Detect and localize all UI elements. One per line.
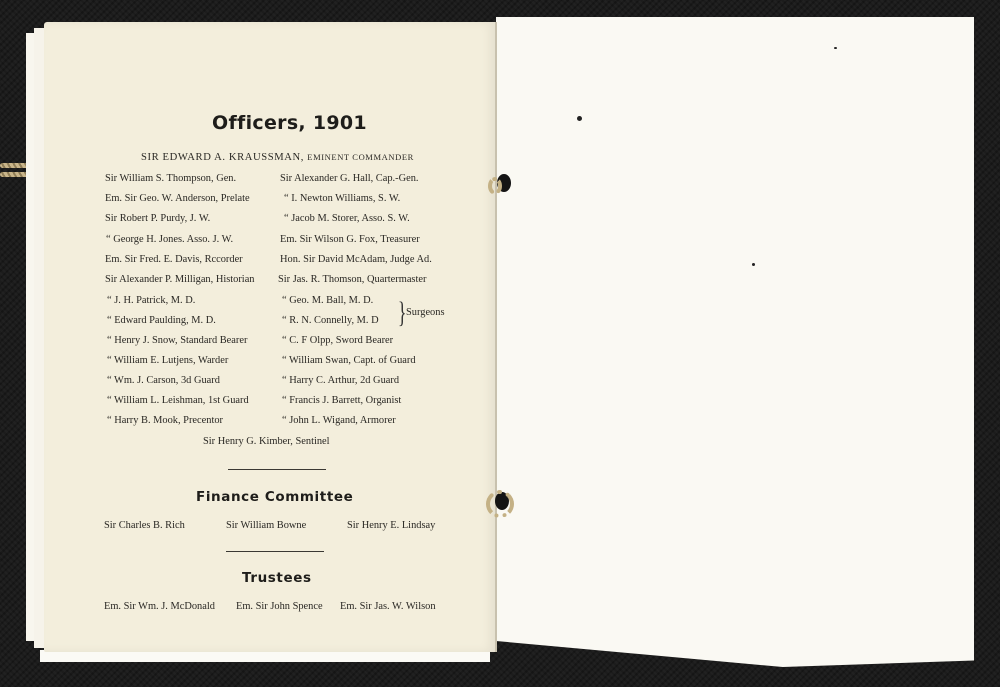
page-title: Officers, 1901 <box>212 112 367 134</box>
officer-right: Em. Sir Wilson G. Fox, Treasurer <box>280 234 420 245</box>
officer-left: Sir Alexander P. Milligan, Historian <box>105 274 255 285</box>
officer-left: “ George H. Jones. Asso. J. W. <box>106 234 234 245</box>
binding-knot-icon <box>486 490 514 518</box>
trustees-heading: Trustees <box>242 570 312 586</box>
surgeons-label: Surgeons <box>406 307 445 318</box>
officer-left: “ J. H. Patrick, M. D. <box>107 295 196 306</box>
finance-committee-heading: Finance Committee <box>196 489 354 505</box>
officer-right: Hon. Sir David McAdam, Judge Ad. <box>280 254 432 265</box>
divider <box>228 469 326 470</box>
officer-left: “ William E. Lutjens, Warder <box>107 355 229 366</box>
finance-member: Sir Charles B. Rich <box>104 520 185 531</box>
ink-speck <box>752 263 755 266</box>
officer-right: “ John L. Wigand, Armorer <box>282 415 396 426</box>
spine-fold <box>495 22 497 652</box>
right-page-blank <box>496 17 974 667</box>
commander-title: EMINENT COMMANDER <box>307 152 414 162</box>
officer-right: Sir Jas. R. Thomson, Quartermaster <box>278 274 427 285</box>
officer-left: Sir Robert P. Purdy, J. W. <box>105 213 211 224</box>
officer-left: “ Henry J. Snow, Standard Bearer <box>107 335 248 346</box>
divider <box>226 551 324 552</box>
finance-member: Sir Henry E. Lindsay <box>347 520 436 531</box>
officer-left: Em. Sir Geo. W. Anderson, Prelate <box>105 193 250 204</box>
officer-right: Sir Alexander G. Hall, Cap.-Gen. <box>280 173 419 184</box>
officer-right: “ R. N. Connelly, M. D <box>282 315 379 326</box>
ink-speck <box>577 116 582 121</box>
binding-knot-icon <box>488 177 502 195</box>
officer-right: “ William Swan, Capt. of Guard <box>282 355 416 366</box>
officer-right: “ Jacob M. Storer, Asso. S. W. <box>284 213 410 224</box>
brace-icon: } <box>397 296 407 329</box>
trustee-member: Em. Sir John Spence <box>236 601 323 612</box>
officer-left: “ Wm. J. Carson, 3d Guard <box>107 375 220 386</box>
officer-left: “ William L. Leishman, 1st Guard <box>107 395 249 406</box>
sentinel-line: Sir Henry G. Kimber, Sentinel <box>203 436 330 447</box>
officer-left: “ Harry B. Mook, Precentor <box>107 415 223 426</box>
officer-right: “ I. Newton Williams, S. W. <box>284 193 401 204</box>
officer-right: “ Harry C. Arthur, 2d Guard <box>282 375 400 386</box>
officer-left: Em. Sir Fred. E. Davis, Rccorder <box>105 254 243 265</box>
officer-right: “ Geo. M. Ball, M. D. <box>282 295 374 306</box>
officer-left: “ Edward Paulding, M. D. <box>107 315 216 326</box>
ink-speck <box>834 47 837 49</box>
officer-right: “ C. F Olpp, Sword Bearer <box>282 335 394 346</box>
officer-left: Sir William S. Thompson, Gen. <box>105 173 237 184</box>
commander-line <box>141 152 414 163</box>
trustee-member: Em. Sir Wm. J. McDonald <box>104 601 215 612</box>
officer-right: “ Francis J. Barrett, Organist <box>282 395 402 406</box>
finance-member: Sir William Bowne <box>226 520 307 531</box>
trustee-member: Em. Sir Jas. W. Wilson <box>340 601 436 612</box>
commander-name: SIR EDWARD A. KRAUSSMAN, <box>141 152 305 163</box>
